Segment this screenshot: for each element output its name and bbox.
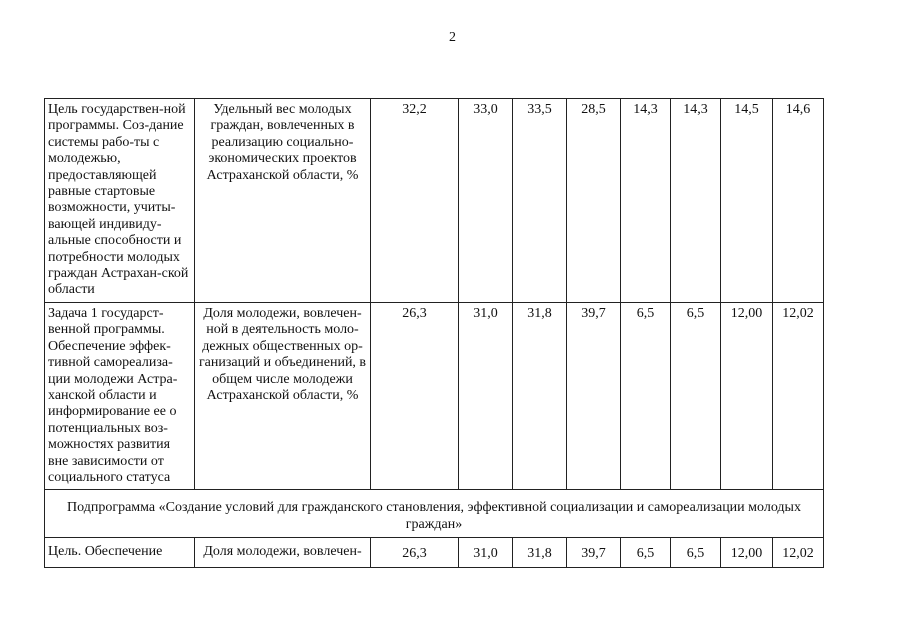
table-row [45, 538, 824, 568]
value-cell: 14,6 [773, 99, 824, 303]
value-cell: 33,0 [459, 99, 513, 303]
value-cell: 31,0 [459, 538, 513, 568]
value-cell: 6,5 [621, 538, 671, 568]
value-cell: 6,5 [621, 302, 671, 489]
indicator-cell: Доля молодежи, вовлечен- [195, 538, 371, 568]
value-cell: 31,0 [459, 302, 513, 489]
value-cell: 12,02 [773, 302, 824, 489]
goal-cell: Цель государствен-ной программы. Соз-дание системы рабо-ты с молодежью, предоставляющей равные стартовые возможности, учиты-вающей индивиду-альные способности и потребности молодых граждан Астрахан-ской области [45, 99, 195, 303]
value-cell: 12,00 [721, 302, 773, 489]
value-cell: 14,3 [621, 99, 671, 303]
value-cell: 6,5 [671, 302, 721, 489]
value-cell: 26,3 [371, 302, 459, 489]
table-row [45, 99, 824, 303]
indicator-cell: Удельный вес молодых граждан, вовлеченных в реализацию социально-экономических проектов Астраханской области, % [195, 99, 371, 303]
value-cell: 32,2 [371, 99, 459, 303]
value-cell: 33,5 [513, 99, 567, 303]
table-row [45, 302, 824, 489]
value-cell: 6,5 [671, 538, 721, 568]
goal-cell: Цель. Обеспечение [45, 538, 195, 568]
page-number: 2 [449, 30, 456, 45]
value-cell: 12,02 [773, 538, 824, 568]
goal-cell: Задача 1 государст-венной программы. Обеспечение эффек-тивной самореализа-ции молодежи Астра-ханской области и информирование ее о потенциальных воз-можностях развития вне зависимости от социального статуса [45, 302, 195, 489]
value-cell: 39,7 [567, 302, 621, 489]
value-cell: 12,00 [721, 538, 773, 568]
value-cell: 14,3 [671, 99, 721, 303]
table-body [45, 99, 824, 568]
value-cell: 26,3 [371, 538, 459, 568]
value-cell: 39,7 [567, 538, 621, 568]
value-cell: 28,5 [567, 99, 621, 303]
indicators-table [44, 98, 824, 568]
value-cell: 14,5 [721, 99, 773, 303]
indicator-cell: Доля молодежи, вовлечен-ной в деятельность моло-дежных общественных ор-ганизаций и объединений, в общем числе молодежи Астраханской области, % [195, 302, 371, 489]
subprogram-title: Подпрограмма «Создание условий для гражданского становления, эффективной социализации и самореализации молодых граждан» [45, 490, 824, 538]
value-cell: 31,8 [513, 538, 567, 568]
subprogram-row [45, 490, 824, 538]
value-cell: 31,8 [513, 302, 567, 489]
